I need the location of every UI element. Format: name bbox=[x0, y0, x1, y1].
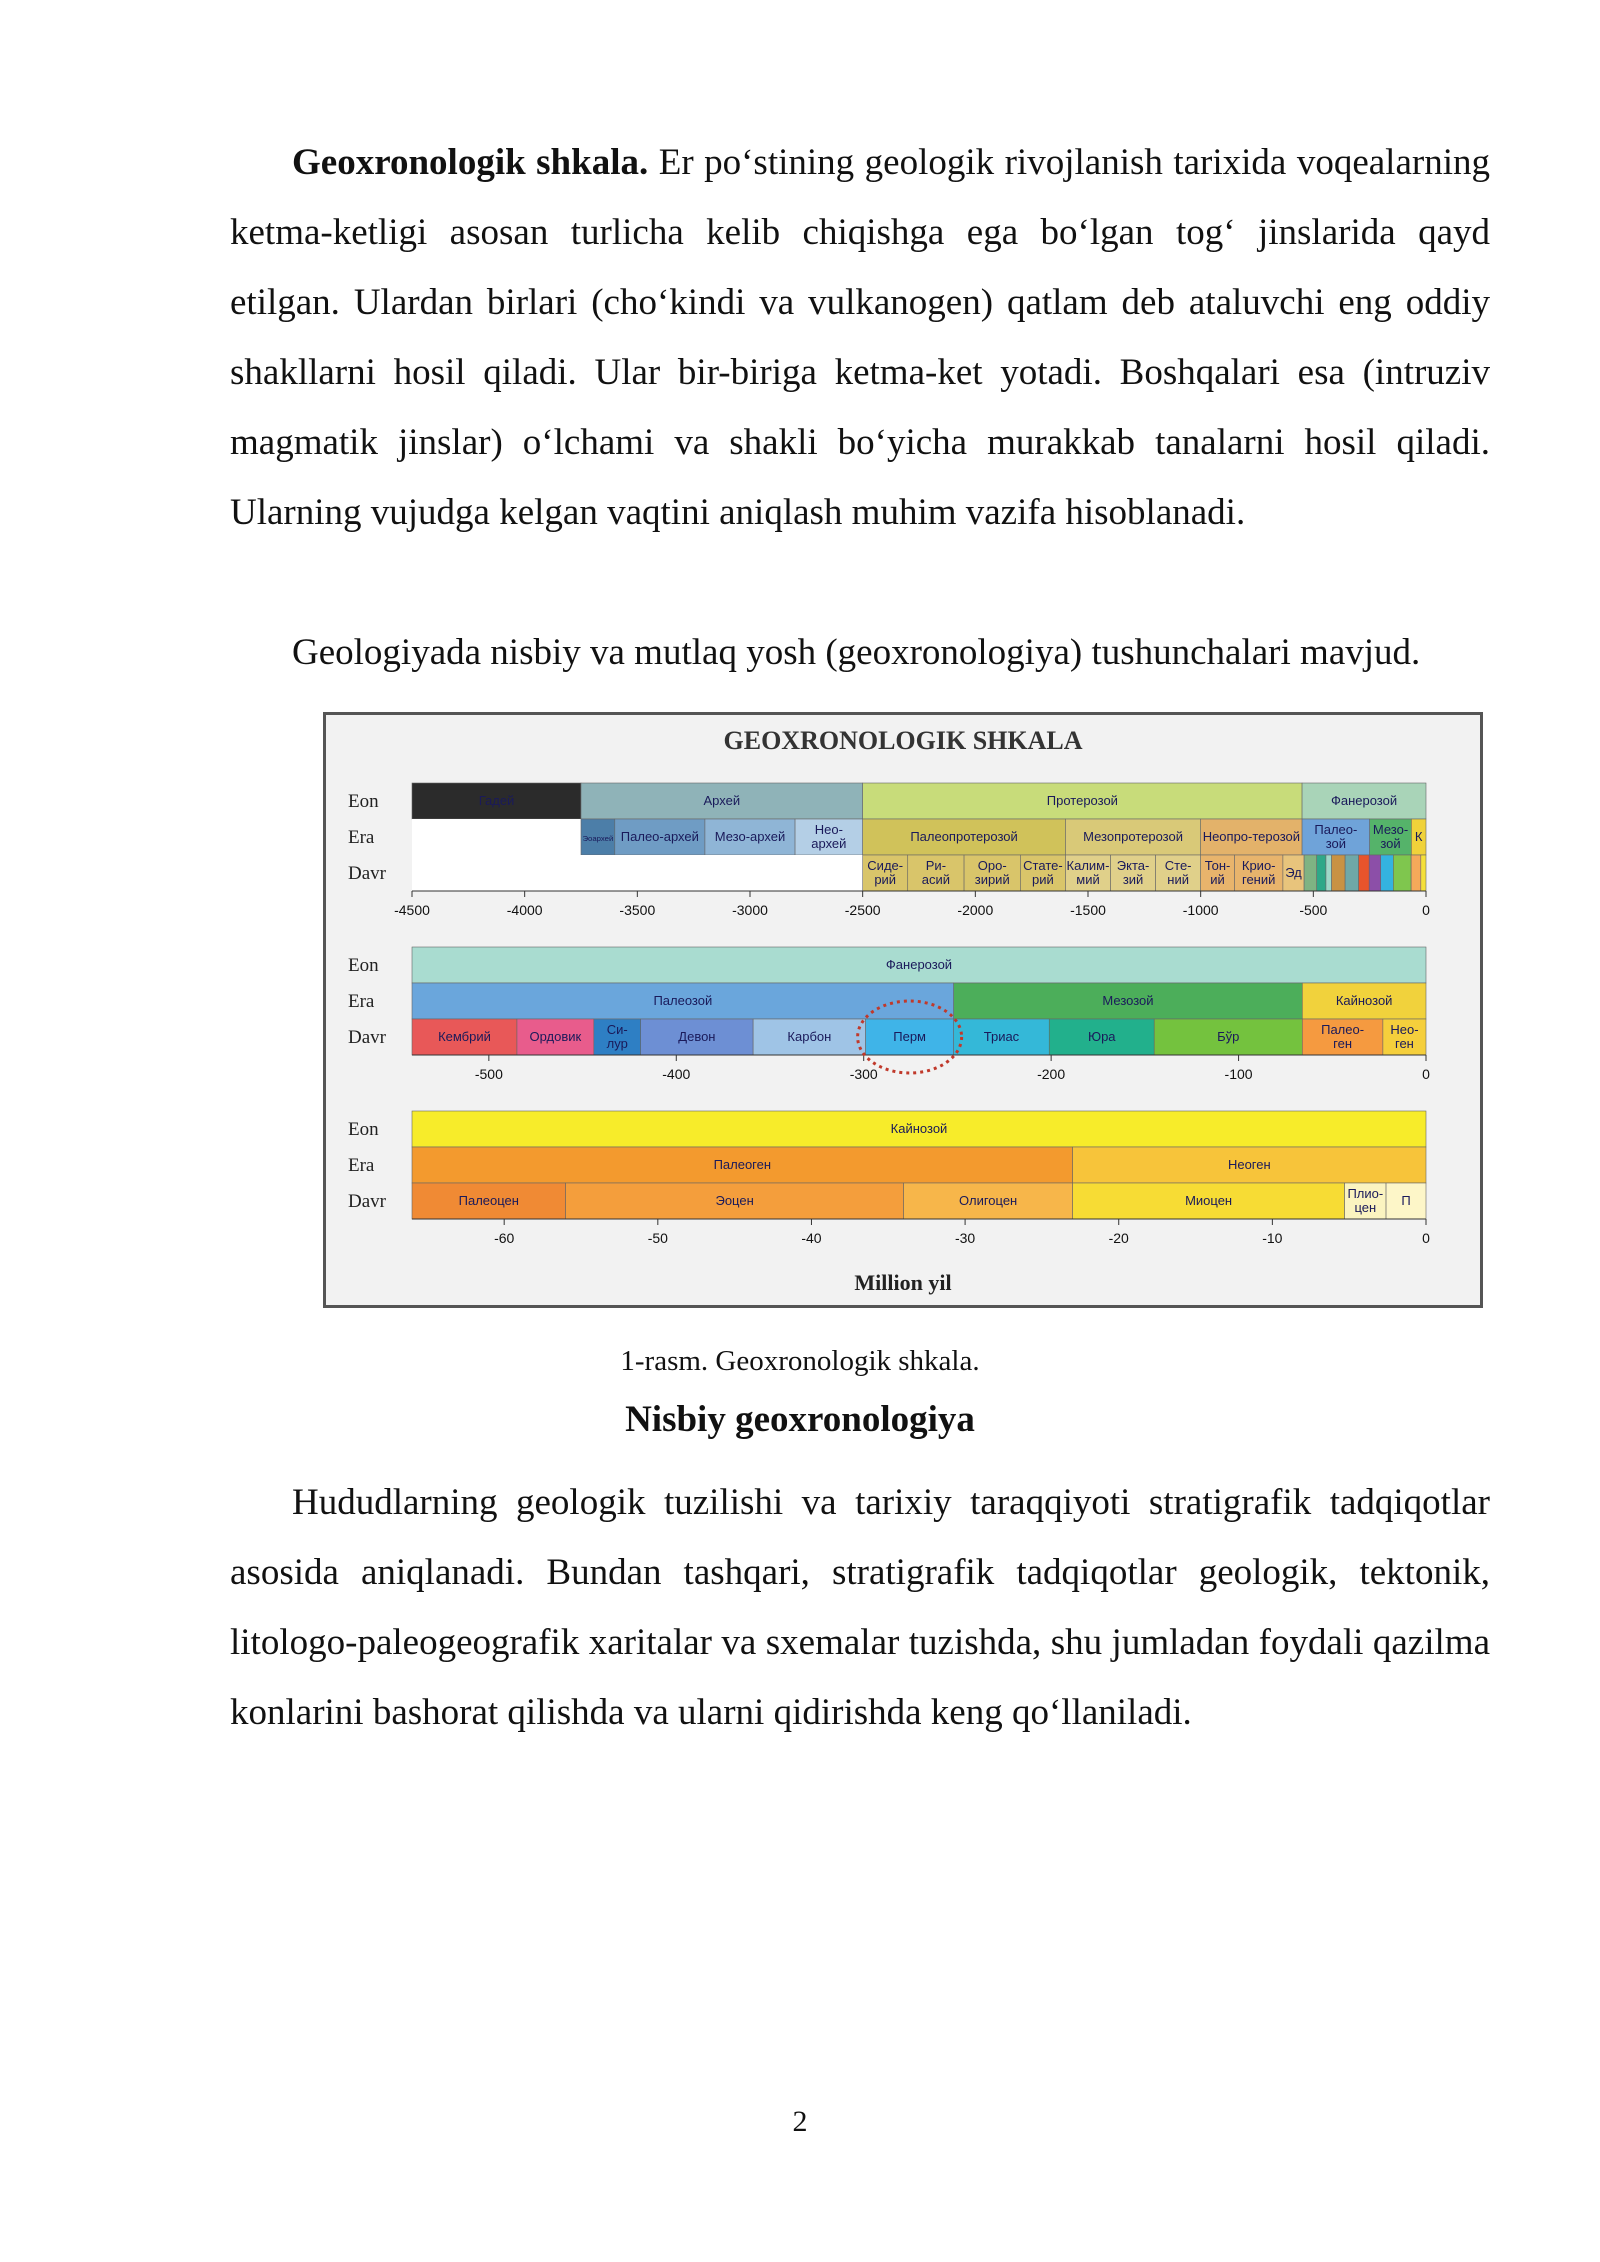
segment-label: К bbox=[1414, 829, 1423, 844]
segment-label: П bbox=[1401, 1193, 1411, 1208]
row-label-era: Era bbox=[348, 991, 375, 1012]
segment-label: Плио- bbox=[1347, 1186, 1384, 1201]
tick-label: -400 bbox=[662, 1066, 691, 1082]
segment-label: Тон- bbox=[1204, 858, 1231, 873]
row-label-eon: Eon bbox=[348, 1119, 379, 1140]
tick-label: -500 bbox=[1299, 902, 1328, 918]
segment-label: зой bbox=[1380, 836, 1401, 851]
segment-label: Мезопротерозой bbox=[1083, 829, 1183, 844]
row-label-davr: Davr bbox=[348, 1191, 386, 1212]
segment-label: Карбон bbox=[787, 1029, 832, 1044]
tick-label: -20 bbox=[1108, 1230, 1129, 1246]
row-label-davr: Davr bbox=[348, 863, 386, 884]
segment-label: Мезо- bbox=[1372, 822, 1409, 837]
segment-label: лур bbox=[606, 1036, 628, 1051]
timeline-segment bbox=[1381, 855, 1394, 891]
tick-label: -4000 bbox=[506, 902, 543, 918]
row-label-era: Era bbox=[348, 827, 375, 848]
row-label-eon: Eon bbox=[348, 791, 379, 812]
tick-label: -30 bbox=[954, 1230, 976, 1246]
segment-label: Стате- bbox=[1023, 858, 1063, 873]
x-axis-label: Million yil bbox=[854, 1270, 952, 1295]
timeline-segment bbox=[412, 819, 581, 855]
tick-label: 0 bbox=[1422, 1066, 1430, 1082]
segment-label: Миоцен bbox=[1185, 1193, 1233, 1208]
timeline-segment bbox=[1345, 855, 1359, 891]
segment-label: Ри- bbox=[925, 858, 947, 873]
row-label-davr: Davr bbox=[348, 1027, 386, 1048]
timeline-segment bbox=[1393, 855, 1411, 891]
segment-label: Кембрий bbox=[438, 1029, 491, 1044]
segment-label: Неоген bbox=[1227, 1157, 1271, 1172]
segment-label: рий bbox=[1032, 872, 1054, 887]
tick-label: -3000 bbox=[732, 902, 768, 918]
segment-label: Крио- bbox=[1241, 858, 1276, 873]
stratigraphy-paragraph: Hududlarning geologik tuzilishi va tarixiy taraqqiyoti stratigrafik tadqiqotlar asosida aniqlanadi. Bundan tashqari, stratigrafik tadqiqotlar geologik, tektonik, litologo-paleogeografik xaritalar va sxemalar tuzishda, shu jumladan foydali qazilma konlarini bashorat qilishda va ularni qidirishda keng qo‘llaniladi. bbox=[230, 1482, 1490, 1733]
segment-label: Сиде- bbox=[867, 858, 904, 873]
tick-label: -300 bbox=[849, 1066, 878, 1082]
segment-label: Мезозой bbox=[1102, 993, 1154, 1008]
page-number: 2 bbox=[792, 2105, 808, 2138]
tick-label: -50 bbox=[647, 1230, 668, 1246]
paragraph-lead-term: Geoxronologik shkala. bbox=[292, 142, 649, 183]
segment-label: Палео- bbox=[1321, 1022, 1365, 1037]
segment-label: ий bbox=[1210, 872, 1225, 887]
row-label-era: Era bbox=[348, 1155, 375, 1176]
segment-label: Палеозой bbox=[653, 993, 713, 1008]
segment-label: Оро- bbox=[977, 858, 1007, 873]
geochronologic-scale-figure bbox=[323, 712, 1483, 1308]
segment-label: зий bbox=[1122, 872, 1144, 887]
segment-label: Палеопротерозой bbox=[910, 829, 1018, 844]
segment-label: Протерозой bbox=[1046, 793, 1118, 808]
tick-label: -40 bbox=[801, 1230, 822, 1246]
timeline-segment bbox=[1369, 855, 1380, 891]
segment-label: ген bbox=[1395, 1036, 1414, 1051]
timeline-segment bbox=[1359, 855, 1370, 891]
section-title: Nisbiy geoxronologiya bbox=[625, 1399, 975, 1440]
figure-caption: 1-rasm. Geoxronologik shkala. bbox=[620, 1345, 980, 1377]
segment-label: Юра bbox=[1087, 1029, 1116, 1044]
segment-label: Палео- bbox=[1314, 822, 1358, 837]
timeline-segment bbox=[1332, 855, 1346, 891]
segment-label: рий bbox=[874, 872, 897, 887]
segment-label: Калим- bbox=[1066, 858, 1110, 873]
segment-label: Нео- bbox=[1390, 1022, 1419, 1037]
segment-label: зой bbox=[1325, 836, 1347, 851]
tick-label: -2500 bbox=[844, 902, 881, 918]
tick-label: -100 bbox=[1224, 1066, 1253, 1082]
segment-label: Си- bbox=[606, 1022, 628, 1037]
segment-label: Кайнозой bbox=[890, 1121, 948, 1136]
tick-label: -4500 bbox=[394, 902, 430, 918]
segment-label: ген bbox=[1333, 1036, 1353, 1051]
timeline-segment bbox=[1326, 855, 1332, 891]
segment-label: зирий bbox=[974, 872, 1010, 887]
tick-label: 0 bbox=[1422, 1230, 1430, 1246]
segment-label: Архей bbox=[703, 793, 741, 808]
segment-label: Эоархей bbox=[582, 834, 614, 843]
tick-label: -10 bbox=[1262, 1230, 1283, 1246]
timeline-segment bbox=[412, 855, 863, 891]
timeline-segment bbox=[1304, 855, 1317, 891]
segment-label: Девон bbox=[678, 1029, 716, 1044]
segment-label: Экта- bbox=[1116, 858, 1150, 873]
timeline-segment bbox=[1317, 855, 1326, 891]
concepts-paragraph: Geologiyada nisbiy va mutlaq yosh (geoxronologiya) tushunchalari mavjud. bbox=[292, 632, 1421, 673]
segment-label: Перм bbox=[893, 1029, 927, 1044]
segment-label: Триас bbox=[983, 1029, 1020, 1044]
segment-label: Эд bbox=[1285, 865, 1302, 880]
segment-label: Гадей bbox=[478, 793, 515, 808]
segment-label: Олигоцен bbox=[959, 1193, 1018, 1208]
timeline-segment bbox=[1411, 855, 1421, 891]
segment-label: Палео-архей bbox=[620, 829, 699, 844]
tick-label: -60 bbox=[494, 1230, 515, 1246]
segment-label: архей bbox=[811, 836, 847, 851]
paragraph-body: Er po‘stining geologik rivojlanish tarixida voqealarning ketma-ketligi asosan turlicha kelib chiqishga ega bo‘lgan tog‘ jinslarida qayd etilgan. Ulardan birlari (cho‘kindi va vulkanogen) qatlam deb ataluvchi eng oddiy shakllarni hosil qiladi. Ular bir-biriga ketma-ket yotadi. Boshqalari esa (intruziv magmatik jinslar) o‘lchami va shakli bo‘yicha murakkab tanalarni hosil qiladi. Ularning vujudga kelgan vaqtini aniqlash muhim vazifa hisoblanadi. bbox=[230, 142, 1490, 533]
segment-label: мий bbox=[1076, 872, 1100, 887]
tick-label: -200 bbox=[1037, 1066, 1066, 1082]
chart-title: GEOXRONOLOGIK SHKALA bbox=[723, 726, 1083, 755]
tick-label: -1500 bbox=[1070, 902, 1106, 918]
timeline-segment bbox=[1421, 855, 1426, 891]
segment-label: цен bbox=[1354, 1200, 1377, 1215]
segment-label: Нео- bbox=[814, 822, 843, 837]
segment-label: Кайнозой bbox=[1335, 993, 1393, 1008]
tick-label: -500 bbox=[474, 1066, 503, 1082]
geochronologic-scale-chart bbox=[326, 715, 1480, 1305]
segment-label: гений bbox=[1241, 872, 1276, 887]
tick-label: -3500 bbox=[619, 902, 656, 918]
segment-label: Неопро-терозой bbox=[1202, 829, 1301, 844]
tick-label: 0 bbox=[1422, 902, 1430, 918]
segment-label: Эоцен bbox=[715, 1193, 754, 1208]
segment-label: Фанерозой bbox=[1330, 793, 1398, 808]
segment-label: Мезо-архей bbox=[714, 829, 786, 844]
segment-label: Ордовик bbox=[529, 1029, 582, 1044]
segment-label: Фанерозой bbox=[885, 957, 953, 972]
segment-label: Палеоген bbox=[713, 1157, 772, 1172]
segment-label: ний bbox=[1167, 872, 1189, 887]
segment-label: Сте- bbox=[1164, 858, 1192, 873]
row-label-eon: Eon bbox=[348, 955, 379, 976]
tick-label: -2000 bbox=[957, 902, 994, 918]
segment-label: Палеоцен bbox=[458, 1193, 519, 1208]
intro-paragraph bbox=[230, 128, 1490, 548]
segment-label: Бўр bbox=[1217, 1029, 1240, 1044]
tick-label: -1000 bbox=[1182, 902, 1219, 918]
segment-label: асий bbox=[921, 872, 951, 887]
